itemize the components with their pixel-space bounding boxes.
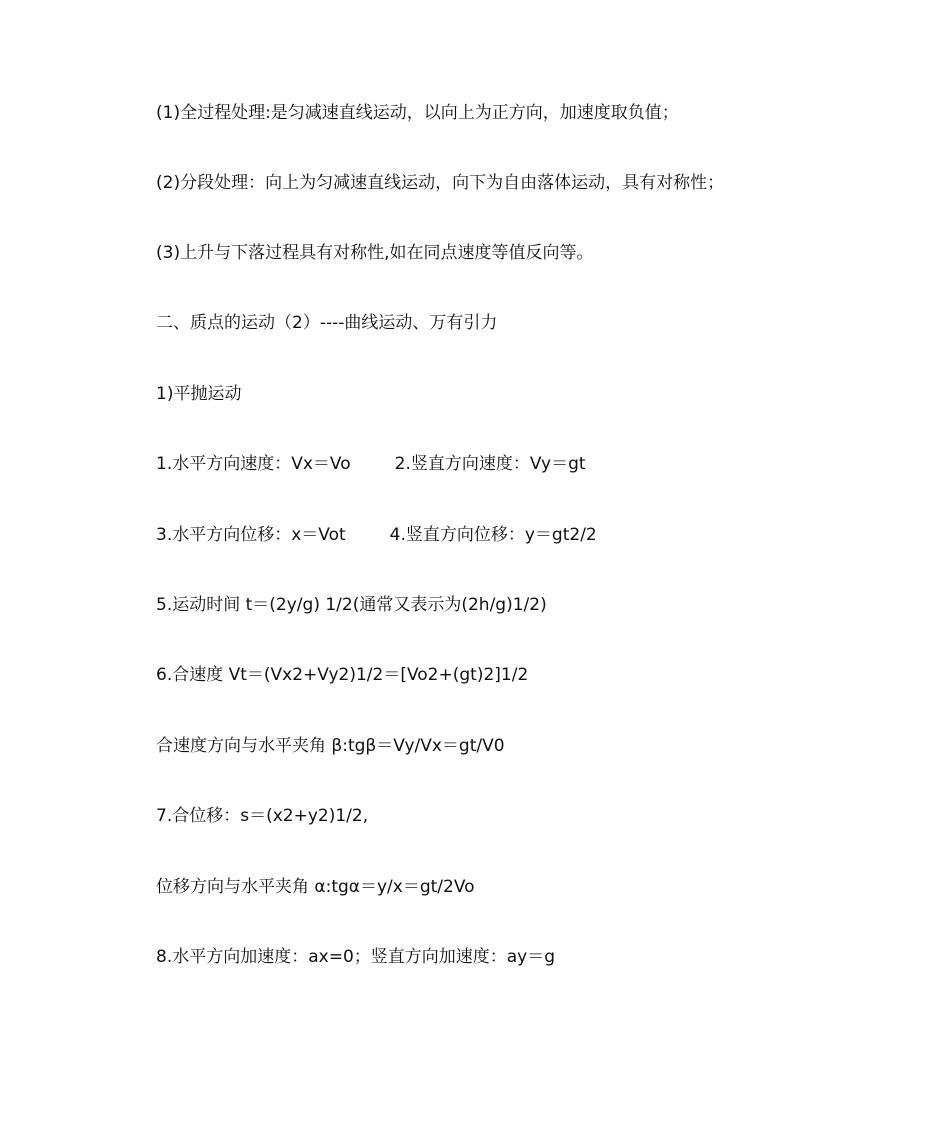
section-heading: 二、质点的运动（2）----曲线运动、万有引力 xyxy=(156,313,498,333)
formula-4: 4.竖直方向位移：y＝gt2/2 xyxy=(389,525,597,545)
subsection-heading: 1)平抛运动 xyxy=(156,384,242,404)
formula-7: 7.合位移：s＝(x2+y2)1/2, xyxy=(156,806,369,826)
formula-line-2 xyxy=(156,523,597,547)
formula-3: 3.水平方向位移：x＝Vot xyxy=(156,525,346,545)
formula-1: 1.水平方向速度：Vx＝Vo xyxy=(156,454,351,474)
text-line-1: (1)全过程处理:是匀减速直线运动，以向上为正方向，加速度取负值； xyxy=(156,103,679,123)
formula-7-angle: 位移方向与水平夹角 α:tgα＝y/x＝gt/2Vo xyxy=(156,877,475,897)
text-line-2: (2)分段处理：向上为匀减速直线运动，向下为自由落体运动，具有对称性； xyxy=(156,173,725,193)
formula-line-1 xyxy=(156,452,586,476)
formula-6-angle: 合速度方向与水平夹角 β:tgβ＝Vy/Vx＝gt/V0 xyxy=(156,736,505,756)
formula-8: 8.水平方向加速度：ax=0；竖直方向加速度：ay＝g xyxy=(156,947,556,967)
formula-6: 6.合速度 Vt＝(Vx2+Vy2)1/2＝[Vo2+(gt)2]1/2 xyxy=(156,665,529,685)
formula-2: 2.竖直方向速度：Vy＝gt xyxy=(394,454,586,474)
text-line-3: (3)上升与下落过程具有对称性,如在同点速度等值反向等。 xyxy=(156,243,594,263)
formula-5: 5.运动时间 t＝(2y/g) 1/2(通常又表示为(2h/g)1/2) xyxy=(156,595,547,615)
